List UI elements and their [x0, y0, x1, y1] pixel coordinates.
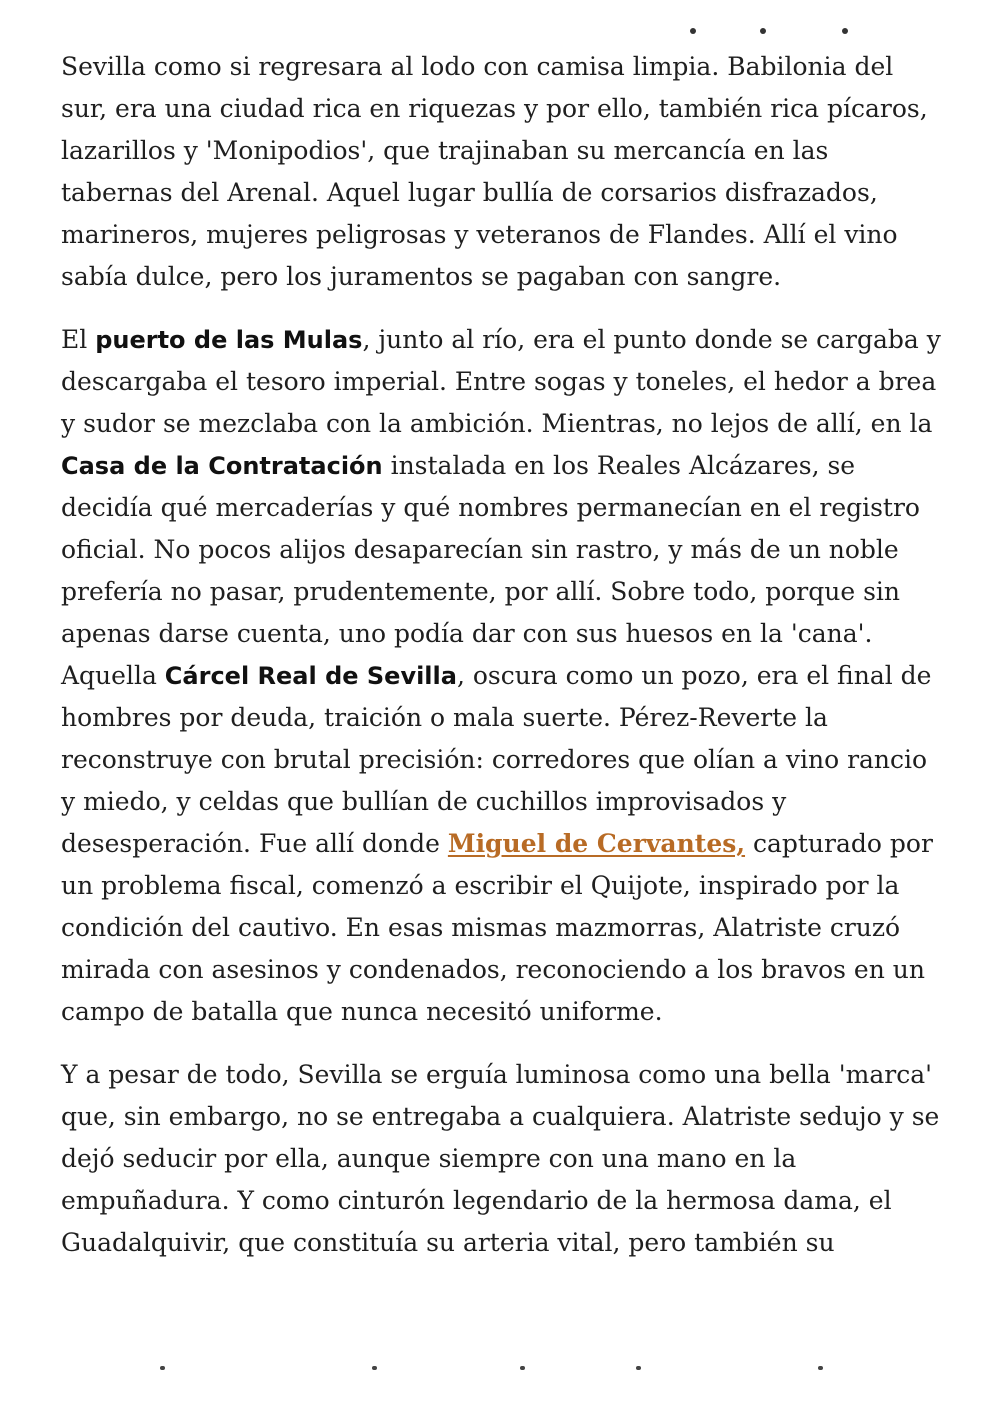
text-run: instalada en los Reales Alcázares, se decidía qué mercaderías y qué nombres permanecían en el registro oficial. No pocos alijos desaparecían sin rastro, y más de un noble prefería no pasar, prudentemente, por allí. Sobre todo, porque sin apenas darse cuenta, uno podía dar con sus huesos en la 'cana'. Aquella [61, 451, 920, 690]
clipped-next-line [0, 1366, 1000, 1415]
clipped-glyph [760, 28, 766, 34]
bold-term-casa-de-la-contratacion: Casa de la Contratación [61, 452, 383, 480]
clipped-glyph [160, 1366, 165, 1370]
text-run: , oscura como un pozo, era el final de hombres por deuda, traición o mala suerte. Pérez-Reverte la reconstruye con brutal precisión: corredores que olían a vino rancio y miedo, y celdas que bullían de cuchillos improvisados y desesperación. Fue allí donde [61, 661, 932, 858]
clipped-glyph [690, 28, 696, 34]
link-miguel-de-cervantes[interactable]: Miguel de Cervantes, [447, 829, 746, 858]
bold-term-carcel-real: Cárcel Real de Sevilla [164, 662, 457, 690]
paragraph-sevilla-marca [61, 1054, 941, 1264]
clipped-glyph [842, 28, 848, 34]
paragraph-text: Sevilla como si regresara al lodo con camisa limpia. Babilonia del sur, era una ciudad rica en riquezas y por ello, también rica pícaros, lazarillos y 'Monipodios', que trajinaban su mercancía en las tabernas del Arenal. Aquel lugar bullía de corsarios disfrazados, marineros, mujeres peligrosas y veteranos de Flandes. Allí el vino sabía dulce, pero los juramentos se pagaban con sangre. [61, 52, 928, 291]
text-run: El [61, 325, 96, 354]
text-run: capturado por un problema fiscal, comenzó a escribir el Quijote, inspirado por la condición del cautivo. En esas mismas mazmorras, Alatriste cruzó mirada con asesinos y condenados, reconociendo a los bravos en un campo de batalla que nunca necesitó uniforme. [61, 829, 933, 1026]
paragraph-text: Y a pesar de todo, Sevilla se erguía luminosa como una bella 'marca' que, sin embargo, no se entregaba a cualquiera. Alatriste sedujo y se dejó seducir por ella, aunque siempre con una mano en la empuñadura. Y como cinturón legendario de la hermosa dama, el Guadalquivir, que constituía su arteria vital, pero también su [61, 1060, 940, 1257]
clipped-glyph [636, 1366, 641, 1370]
bold-term-puerto-de-las-mulas: puerto de las Mulas [95, 326, 363, 354]
clipped-glyph [372, 1366, 377, 1370]
paragraph-sevilla-intro [61, 46, 941, 298]
clipped-previous-line [0, 0, 1000, 44]
clipped-glyph [818, 1366, 823, 1370]
article-body [61, 46, 941, 1285]
clipped-glyph [520, 1366, 525, 1370]
text-run: , junto al río, era el punto donde se cargaba y descargaba el tesoro imperial. Entre sogas y toneles, el hedor a brea y sudor se mezclaba con la ambición. Mientras, no lejos de allí, en la [61, 325, 941, 438]
paragraph-puerto-carcel [61, 319, 941, 1033]
